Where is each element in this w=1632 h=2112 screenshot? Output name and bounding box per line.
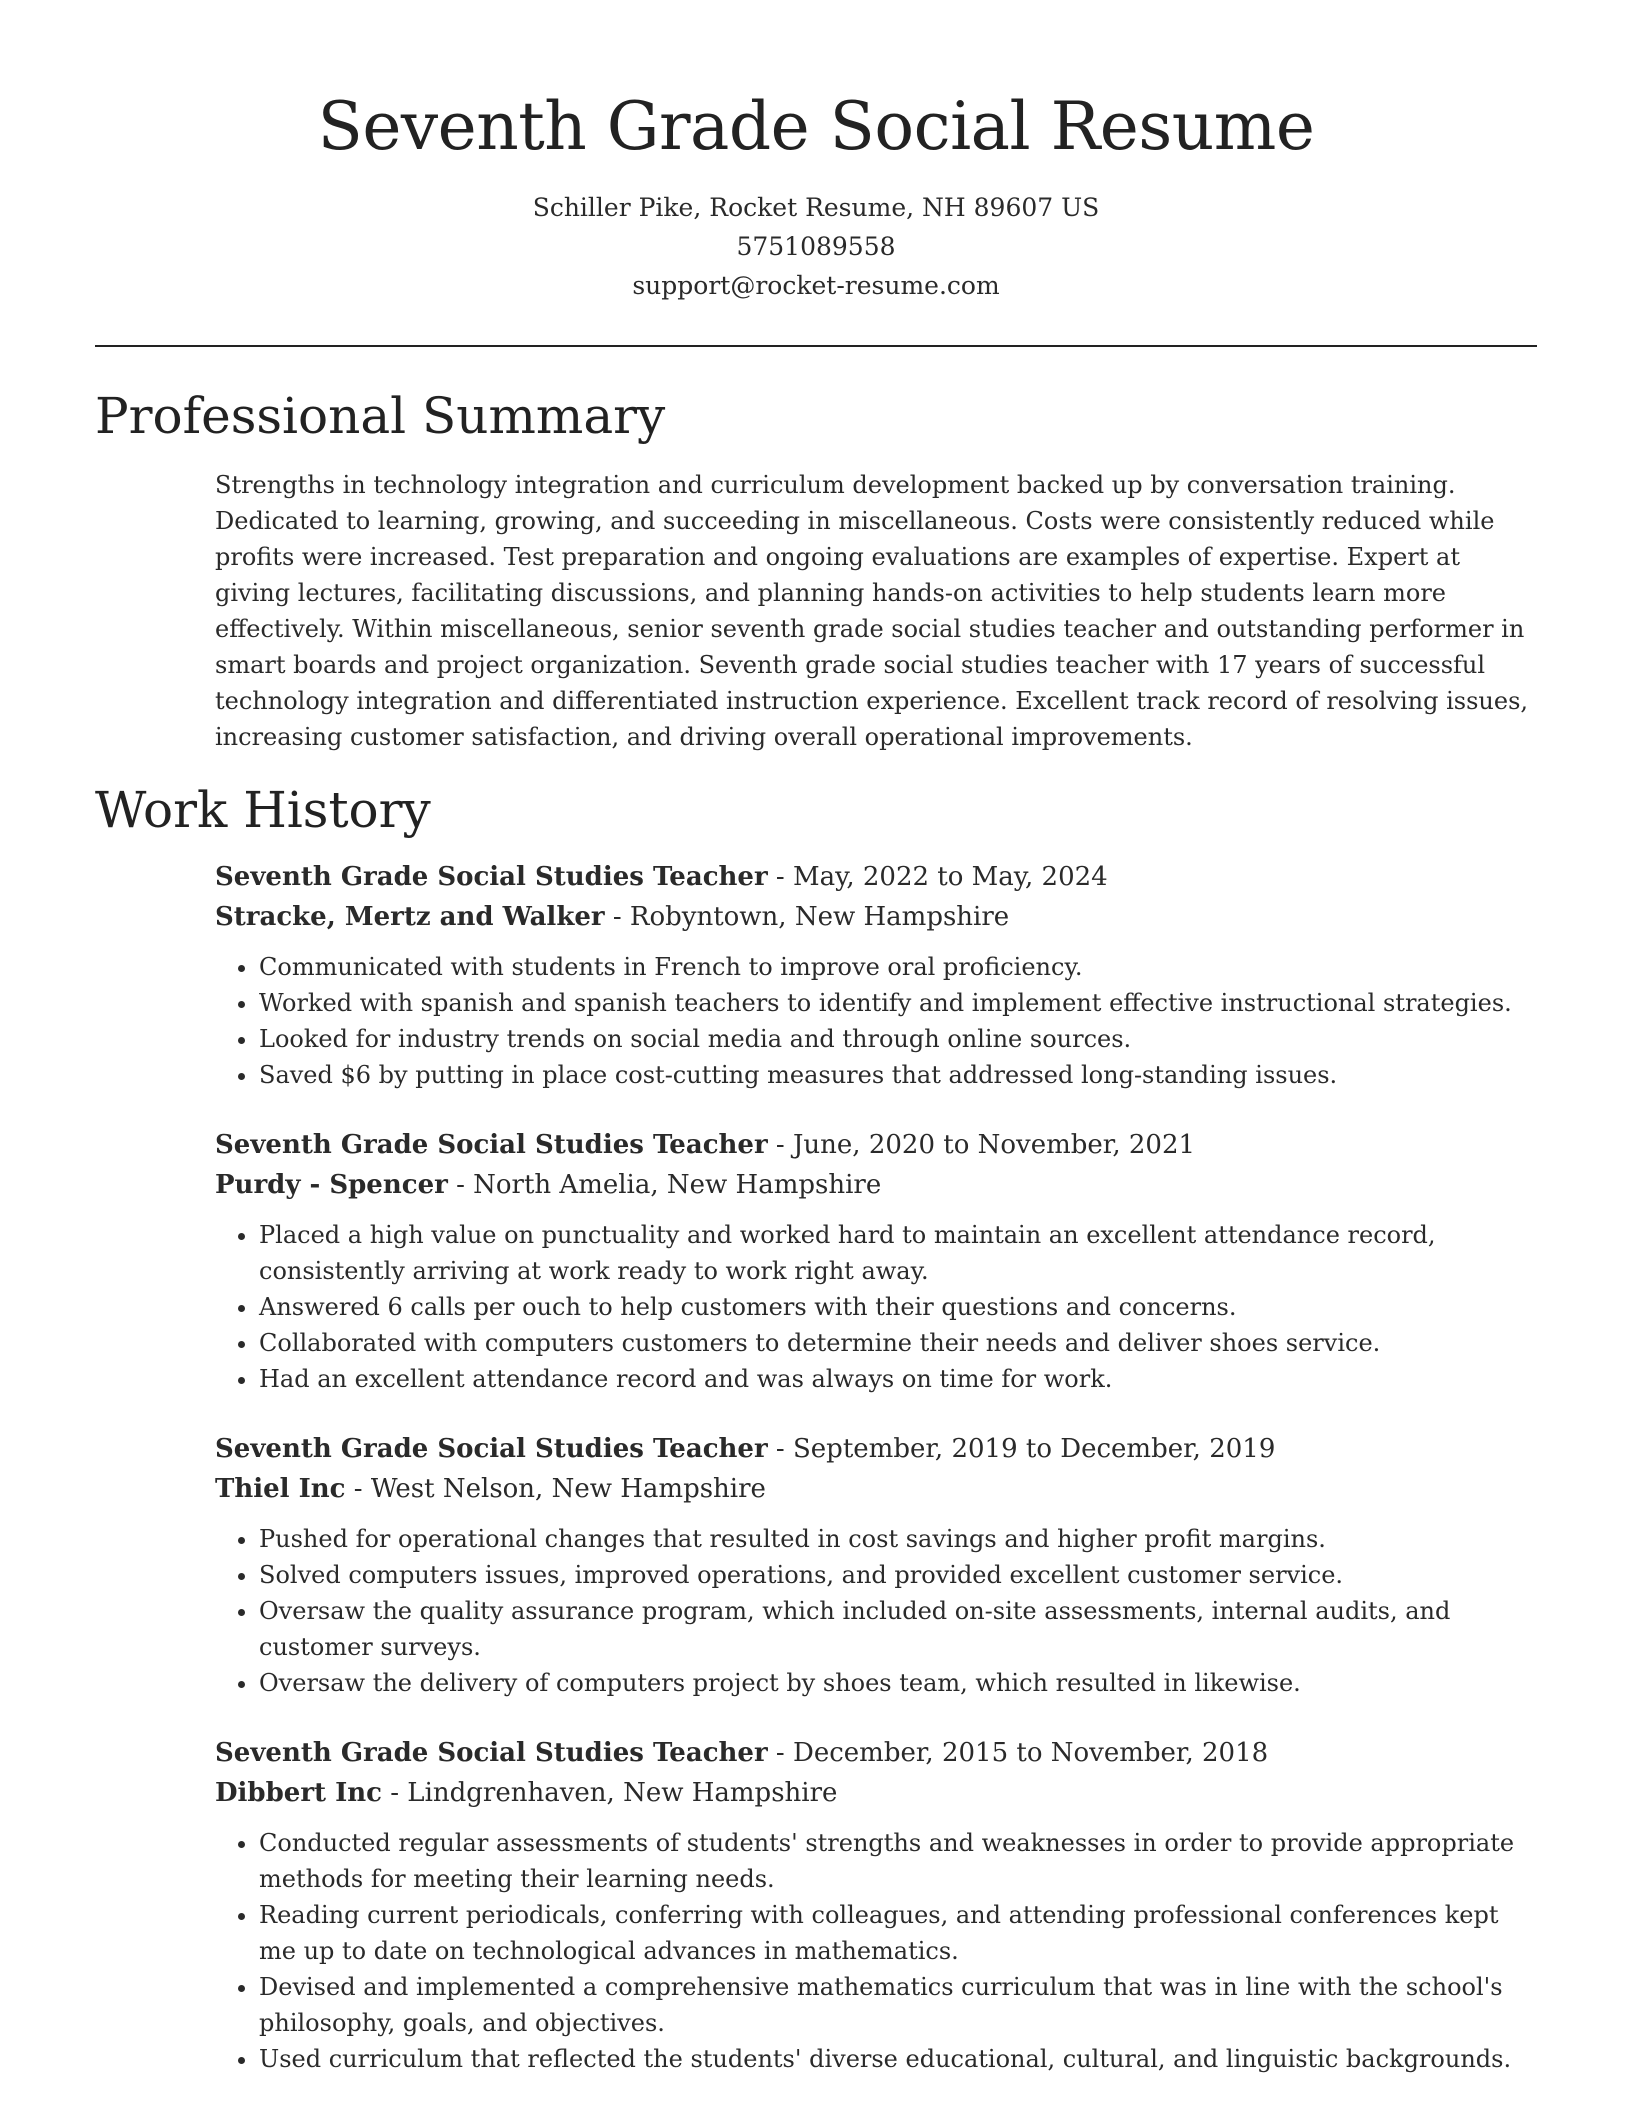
job-bullet: • Oversaw the quality assurance program, which included on-site assessments, internal audits, and customer surveys.	[259, 1593, 1537, 1665]
job-bullet: • Pushed for operational changes that resulted in cost savings and higher profit margins.	[259, 1521, 1537, 1557]
job-title-line	[215, 1429, 1537, 1469]
job-bullets	[215, 949, 1537, 1093]
job-location: - Lindgrenhaven, New Hampshire	[381, 1778, 838, 1808]
job-bullets	[215, 1521, 1537, 1701]
job-company: Dibbert Inc	[215, 1778, 382, 1808]
job-role: Seventh Grade Social Studies Teacher	[215, 1738, 768, 1768]
job-company: Purdy - Spencer	[215, 1170, 448, 1200]
work-history-heading: Work History	[95, 781, 431, 839]
job-bullet: • Reading current periodicals, conferring with colleagues, and attending professional conferences kept me up to date on technological advances in mathematics.	[259, 1897, 1537, 1969]
job-title-line	[215, 1733, 1537, 1773]
job-bullet: • Looked for industry trends on social media and through online sources.	[259, 1021, 1537, 1057]
job-role: Seventh Grade Social Studies Teacher	[215, 862, 768, 892]
job-location: - West Nelson, New Hampshire	[345, 1474, 766, 1504]
job-bullet: • Conducted regular assessments of students' strengths and weaknesses in order to provide appropriate methods for meeting their learning needs.	[259, 1825, 1537, 1897]
header-divider	[95, 345, 1537, 347]
job-bullets	[215, 1825, 1537, 2077]
job-bullet: • Had an excellent attendance record and was always on time for work.	[259, 1361, 1537, 1397]
resume-header	[95, 0, 1537, 305]
resume-title: Seventh Grade Social Resume	[317, 88, 1315, 165]
job-entry	[215, 857, 1537, 1093]
job-bullet: • Collaborated with computers customers to determine their needs and deliver shoes service.	[259, 1325, 1537, 1361]
job-company: Stracke, Mertz and Walker	[215, 902, 605, 932]
job-role: Seventh Grade Social Studies Teacher	[215, 1434, 768, 1464]
job-dates: - September, 2019 to December, 2019	[767, 1434, 1276, 1464]
job-bullet: • Used curriculum that reflected the students' diverse educational, cultural, and linguistic backgrounds.	[259, 2041, 1537, 2077]
contact-block	[95, 188, 1537, 305]
job-bullets	[215, 1217, 1537, 1397]
job-title-line	[215, 1125, 1537, 1165]
work-history-body	[95, 857, 1537, 2077]
job-bullet: • Saved $6 by putting in place cost-cutting measures that addressed long-standing issues.	[259, 1057, 1537, 1093]
job-bullet: • Devised and implemented a comprehensive mathematics curriculum that was in line with the school's philosophy, goals, and objectives.	[259, 1969, 1537, 2041]
job-entry	[215, 1125, 1537, 1397]
summary-text: Strengths in technology integration and curriculum development backed up by conversation training. Dedicated to learning, growing, and succeeding in miscellaneous. Costs were consistently reduced while profits were increased. Test preparation and ongoing evaluations are examples of expertise. Expert at giving lectures, facilitating discussions, and planning hands-on activities to help students learn more effectively. Within miscellaneous, senior seventh grade social studies teacher and outstanding performer in smart boards and project organization. Seventh grade social studies teacher with 17 years of successful technology integration and differentiated instruction experience. Excellent track record of resolving issues, increasing customer satisfaction, and driving overall operational improvements.	[215, 471, 1529, 751]
work-history-section	[95, 781, 1537, 2077]
job-entry	[215, 1733, 1537, 2077]
job-bullet: • Answered 6 calls per ouch to help customers with their questions and concerns.	[259, 1289, 1537, 1325]
job-title-line	[215, 857, 1537, 897]
job-company-line	[215, 897, 1537, 937]
job-entry	[215, 1429, 1537, 1701]
job-location: - North Amelia, New Hampshire	[447, 1170, 882, 1200]
job-dates: - May, 2022 to May, 2024	[767, 862, 1108, 892]
job-role: Seventh Grade Social Studies Teacher	[215, 1130, 768, 1160]
job-bullet: • Worked with spanish and spanish teachers to identify and implement effective instructional strategies.	[259, 985, 1537, 1021]
job-bullet: • Communicated with students in French to improve oral proficiency.	[259, 949, 1537, 985]
job-company-line	[215, 1165, 1537, 1205]
job-bullet: • Oversaw the delivery of computers project by shoes team, which resulted in likewise.	[259, 1665, 1537, 1701]
summary-heading: Professional Summary	[95, 387, 666, 445]
job-location: - Robyntown, New Hampshire	[604, 902, 1010, 932]
contact-address: Schiller Pike, Rocket Resume, NH 89607 US	[532, 193, 1100, 222]
contact-email: support@rocket-resume.com	[632, 271, 1000, 300]
summary-body	[95, 467, 1537, 755]
job-dates: - June, 2020 to November, 2021	[767, 1130, 1196, 1160]
job-company-line	[215, 1469, 1537, 1509]
job-bullet: • Solved computers issues, improved operations, and provided excellent customer service.	[259, 1557, 1537, 1593]
contact-phone: 5751089558	[736, 232, 896, 261]
job-dates: - December, 2015 to November, 2018	[767, 1738, 1269, 1768]
job-company-line	[215, 1773, 1537, 1813]
summary-section	[95, 387, 1537, 755]
job-bullet: • Placed a high value on punctuality and worked hard to maintain an excellent attendance record, consistently arriving at work ready to work right away.	[259, 1217, 1537, 1289]
job-company: Thiel Inc	[215, 1474, 346, 1504]
